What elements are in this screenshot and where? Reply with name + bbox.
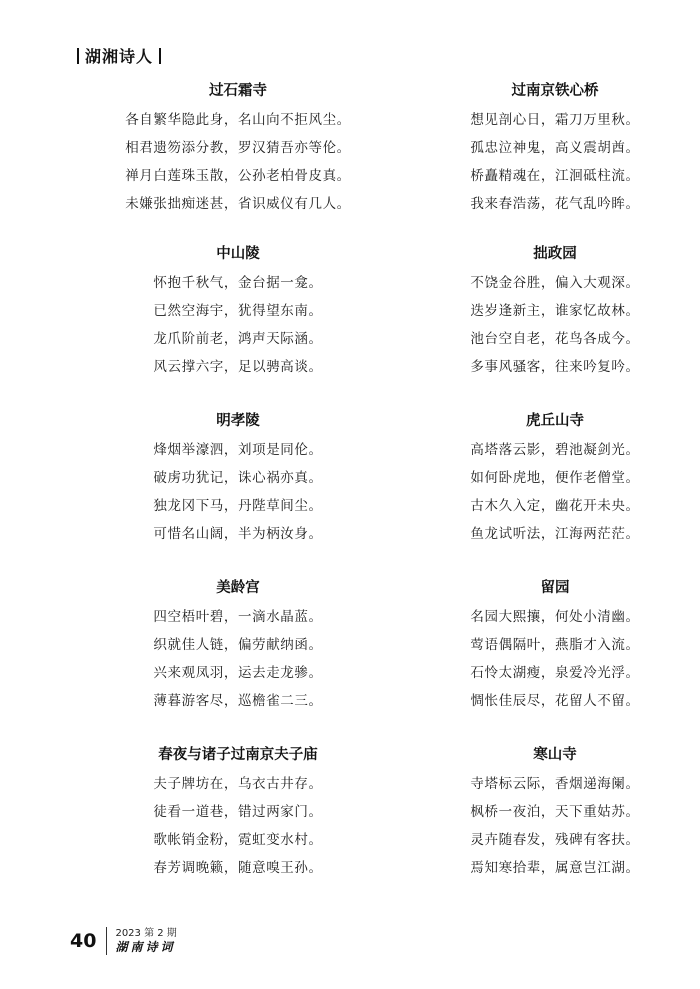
poem-line: 已然空海宇，犹得望东南。 — [153, 303, 323, 319]
poem-line: 独龙冈下马，丹陛草间尘。 — [153, 498, 323, 514]
page-number: 40 — [70, 930, 97, 952]
poem-title: 春夜与诸子过南京夫子庙 — [158, 746, 318, 763]
poem — [405, 577, 700, 715]
poem-line: 名园大熙攘，何处小清幽。 — [470, 609, 640, 625]
poem-line: 各自繁华隐此身，名山向不拒风尘。 — [125, 112, 351, 128]
poem-line: 烽烟举濠泗，刘项是同伦。 — [153, 442, 323, 458]
poem-title: 中山陵 — [216, 245, 260, 262]
poem-line: 孤忠泣神鬼，高义震胡酋。 — [470, 140, 640, 156]
poem-line: 未嫌张拙痴迷甚，省识威仪有几人。 — [125, 196, 351, 212]
poem — [405, 80, 700, 218]
header-bar-right — [159, 48, 161, 64]
section-header — [71, 44, 167, 67]
poem-title: 寒山寺 — [533, 746, 577, 763]
poem-line: 怀抱千秋气，金台据一龛。 — [153, 275, 323, 291]
poem-line: 风云撑六字，足以骋高谈。 — [153, 359, 323, 375]
poem-line: 莺语偶隔叶，燕脂才入流。 — [470, 637, 640, 653]
poem-line: 想见剖心日，霜刀万里秋。 — [470, 112, 640, 128]
poem-line: 相君遗笏添分教，罗汉猜吾亦等伦。 — [125, 140, 351, 156]
poem-line: 可惜名山阔，半为柄汝身。 — [153, 526, 323, 542]
poem-line: 不饶金谷胜，偏入大观深。 — [470, 275, 640, 291]
poem-title: 过石霜寺 — [209, 82, 267, 99]
poem-line: 兴来观凤羽，运去走龙骖。 — [153, 665, 323, 681]
poem — [405, 243, 700, 381]
poem — [405, 410, 700, 548]
poem-line: 春芳调晚籁，随意嗅王孙。 — [153, 860, 323, 876]
poem — [88, 80, 388, 218]
poem — [88, 243, 388, 381]
poem-line: 寺塔标云际，香烟递海阑。 — [470, 776, 640, 792]
poem-title: 过南京铁心桥 — [511, 82, 599, 99]
poem-line: 惆怅佳辰尽，花留人不留。 — [470, 693, 640, 709]
poem-line: 龙爪阶前老，鸿声天际涵。 — [153, 331, 323, 347]
poem-line: 桥矗精魂在，江洄砥柱流。 — [470, 168, 640, 184]
poem-line: 如何卧虎地，便作老僧堂。 — [470, 470, 640, 486]
poem — [88, 410, 388, 548]
poem-line: 鱼龙试听法，江海两茫茫。 — [470, 526, 640, 542]
poem-title: 拙政园 — [533, 245, 577, 262]
poem-title: 美龄宫 — [216, 579, 260, 596]
poem-line: 石怜太湖瘦，泉爱冷光浮。 — [470, 665, 640, 681]
poem-line: 枫桥一夜泊，天下重姑苏。 — [470, 804, 640, 820]
header-bar-left — [77, 48, 79, 64]
poem-line: 灵卉随春发，残碑有客扶。 — [470, 832, 640, 848]
poem-line: 歌帐销金粉，霓虹变水村。 — [153, 832, 323, 848]
poem-title: 虎丘山寺 — [526, 412, 584, 429]
page-footer — [70, 926, 177, 956]
poem-line: 迭岁逢新主，谁家忆故林。 — [470, 303, 640, 319]
poem-line: 高塔落云影，碧池凝剑光。 — [470, 442, 640, 458]
section-title: 湖湘诗人 — [85, 47, 154, 66]
poem — [405, 744, 700, 882]
poem — [88, 577, 388, 715]
poem-line: 多事风骚客，往来吟复吟。 — [470, 359, 640, 375]
poem-title: 留园 — [540, 579, 570, 596]
poem-line: 我来春浩荡，花气乱吟眸。 — [470, 196, 640, 212]
poem-line: 焉知寒拾辈，属意岂江湖。 — [470, 860, 640, 876]
footer-meta — [115, 928, 176, 955]
poem-line: 徒看一道巷，错过两家门。 — [153, 804, 323, 820]
poem-title: 明孝陵 — [216, 412, 260, 429]
poem-line: 夫子牌坊在，乌衣古井存。 — [153, 776, 323, 792]
issue-label: 2023 第 2 期 — [115, 927, 177, 939]
poem-line: 破虏功犹记，诛心祸亦真。 — [153, 470, 323, 486]
poem-line: 古木久入定，幽花开未央。 — [470, 498, 640, 514]
poem-line: 禅月白莲珠玉散，公孙老柏骨皮真。 — [125, 168, 351, 184]
poem-line: 池台空自老，花鸟各成今。 — [470, 331, 640, 347]
journal-name: 湖南诗词 — [115, 939, 176, 954]
poem-line: 薄暮游客尽，巡檐雀二三。 — [153, 693, 323, 709]
footer-divider — [106, 927, 107, 955]
poem — [88, 744, 388, 882]
poem-line: 四空梧叶碧，一滴水晶蓝。 — [153, 609, 323, 625]
poem-line: 织就佳人链，偏劳献纳函。 — [153, 637, 323, 653]
